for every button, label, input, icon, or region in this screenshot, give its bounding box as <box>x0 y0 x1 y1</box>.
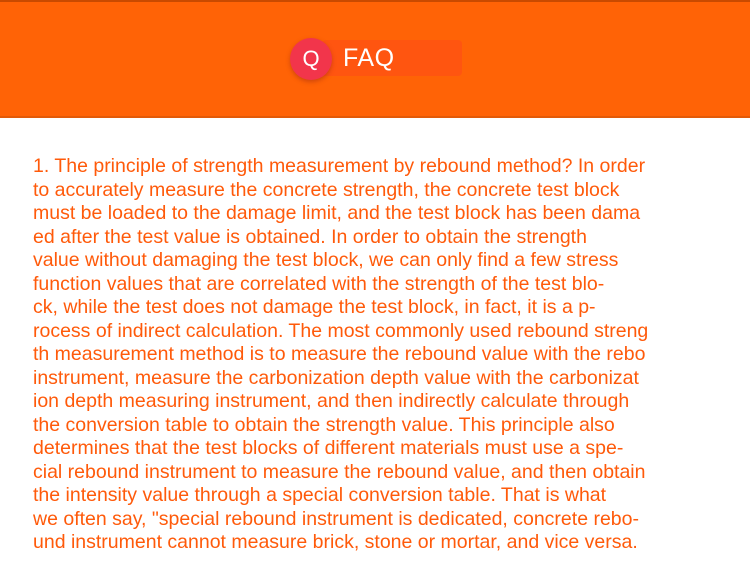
answer-line: 1. The principle of strength measurement by rebound method? In order <box>33 155 646 177</box>
answer-line: und instrument cannot measure brick, stone or mortar, and vice versa. <box>33 531 638 553</box>
faq-header <box>0 0 750 117</box>
answer-line: ed after the test value is obtained. In order to obtain the strength <box>33 225 587 248</box>
answer-line: the intensity value through a special conversion table. That is what <box>33 484 607 506</box>
question-badge-icon: Q <box>290 38 332 80</box>
header-divider <box>0 116 750 118</box>
faq-answer <box>33 155 708 555</box>
page-title: FAQ <box>343 44 395 72</box>
answer-line: instrument, measure the carbonization depth value with the carbonizat <box>33 366 639 389</box>
answer-line: function values that are correlated with the strength of the test blo- <box>33 272 605 295</box>
answer-line: th measurement method is to measure the rebound value with the rebo <box>33 343 646 365</box>
answer-line: determines that the test blocks of different materials must use a spe- <box>33 437 624 459</box>
answer-line: to accurately measure the concrete strength, the concrete test block <box>33 178 620 201</box>
answer-line: we often say, "special rebound instrument is dedicated, concrete rebo- <box>33 507 639 530</box>
answer-line: value without damaging the test block, we can only find a few stress <box>33 249 619 271</box>
answer-line: ck, while the test does not damage the test block, in fact, it is a p- <box>33 296 596 318</box>
answer-line: must be loaded to the damage limit, and the test block has been dama <box>33 202 641 224</box>
answer-line: the conversion table to obtain the strength value. This principle also <box>33 413 615 436</box>
answer-line: rocess of indirect calculation. The most commonly used rebound streng <box>33 319 649 342</box>
answer-line: cial rebound instrument to measure the rebound value, and then obtain <box>33 460 646 483</box>
answer-line: ion depth measuring instrument, and then indirectly calculate through <box>33 390 630 412</box>
